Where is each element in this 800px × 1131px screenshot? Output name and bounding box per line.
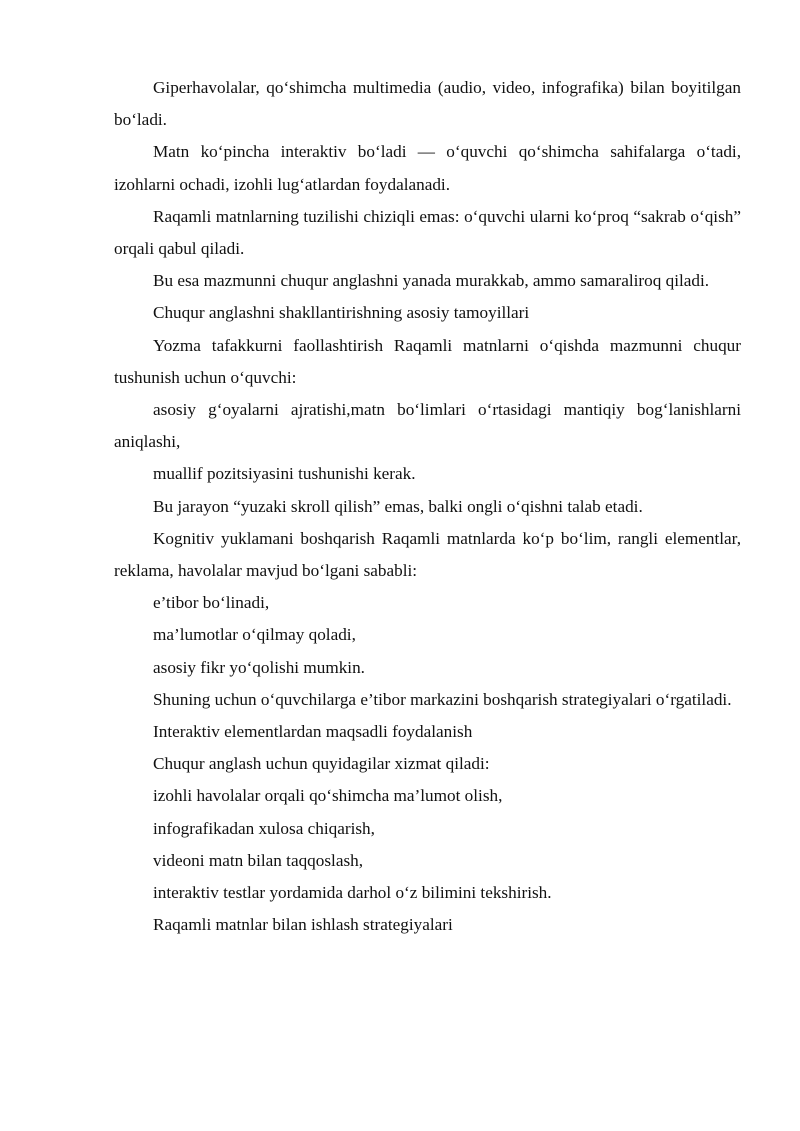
paragraph: Giperhavolalar, qo‘shimcha multimedia (audio, video, infografika) bilan boyitilgan bo‘ladi.: [114, 78, 741, 130]
paragraph: Shuning uchun o‘quvchilarga e’tibor markazini boshqarish strategiyalari o‘rgatiladi.: [153, 689, 732, 709]
list-item: infografikadan xulosa chiqarish,: [153, 818, 375, 838]
list-item: e’tibor bo‘linadi,: [153, 593, 270, 613]
paragraph: Bu jarayon “yuzaki skroll qilish” emas, balki ongli o‘qishni talab etadi.: [153, 496, 643, 516]
paragraph: asosiy g‘oyalarni ajratishi,matn bo‘limlari o‘rtasidagi mantiqiy bog‘lanishlarni aniqlashi,: [114, 400, 741, 452]
section-heading: Interaktiv elementlardan maqsadli foydalanish: [153, 722, 473, 742]
document-page: [114, 72, 741, 941]
section-heading: Raqamli matnlar bilan ishlash strategiyalari: [153, 915, 453, 935]
paragraph: Yozma tafakkurni faollashtirish Raqamli matnlarni o‘qishda mazmunni chuqur tushunish uchun o‘quvchi:: [114, 335, 741, 387]
paragraph: Raqamli matnlarning tuzilishi chiziqli emas: o‘quvchi ularni ko‘proq “sakrab o‘qish” orqali qabul qiladi.: [114, 206, 741, 259]
list-item: asosiy fikr yo‘qolishi mumkin.: [153, 657, 365, 677]
paragraph: muallif pozitsiyasini tushunishi kerak.: [153, 464, 416, 484]
paragraph: Kognitiv yuklamani boshqarish Raqamli matnlarda ko‘p bo‘lim, rangli elementlar, reklama, havolalar mavjud bo‘lgani sababli:: [114, 528, 741, 581]
list-item: izohli havolalar orqali qo‘shimcha ma’lumot olish,: [153, 786, 503, 806]
list-item: ma’lumotlar o‘qilmay qoladi,: [153, 625, 356, 645]
list-item: videoni matn bilan taqqoslash,: [153, 850, 364, 870]
paragraph: Bu esa mazmunni chuqur anglashni yanada murakkab, ammo samaraliroq qiladi.: [153, 271, 710, 291]
paragraph: Chuqur anglash uchun quyidagilar xizmat qiladi:: [153, 754, 490, 774]
list-item: interaktiv testlar yordamida darhol o‘z bilimini tekshirish.: [153, 883, 552, 903]
section-heading: Chuqur anglashni shakllantirishning asosiy tamoyillari: [153, 303, 530, 323]
paragraph: Matn ko‘pincha interaktiv bo‘ladi — o‘quvchi qo‘shimcha sahifalarga o‘tadi, izohlarni ochadi, izohli lug‘atlardan foydalanadi.: [114, 142, 741, 194]
